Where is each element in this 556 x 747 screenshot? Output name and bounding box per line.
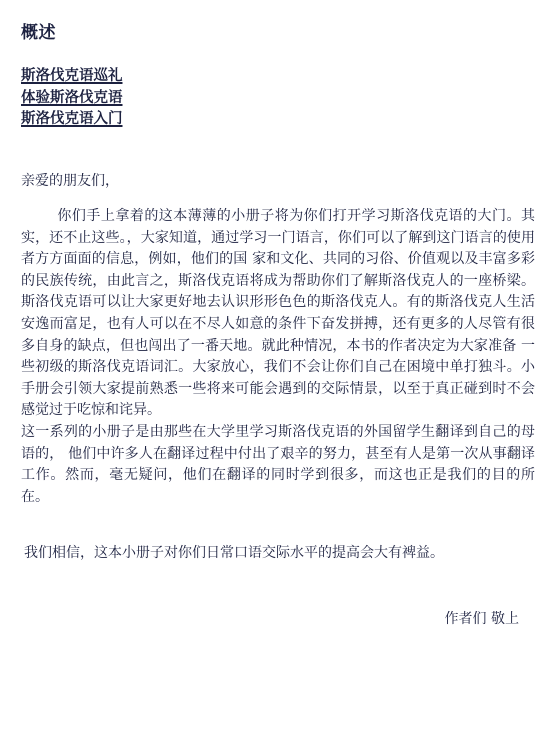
toc-link-experience[interactable]: 体验斯洛伐克语: [21, 89, 123, 106]
paragraph-2: 这一系列的小册子是由那些在大学里学习斯洛伐克语的外国留学生翻译到自己的母语的， 他们中许多人在翻译过程中付出了艰辛的努力，甚至有人是第一次从事翻译工作。然而，毫无疑问，他们在翻译的同时学到很多，而这也正是我们的目的所在。: [21, 423, 535, 505]
toc-link-intro[interactable]: 斯洛伐克语入门: [21, 111, 123, 127]
letter-body: [21, 206, 535, 508]
page-title: 概述: [21, 23, 56, 43]
toc-link-tour[interactable]: 斯洛伐克语巡礼: [21, 68, 123, 84]
signature: 作者们 敬上: [444, 611, 519, 627]
table-of-contents: [21, 64, 123, 129]
paragraph-1: 你们手上拿着的这本薄薄的小册子将为你们打开学习斯洛伐克语的大门。其实，还不止这些。，大家知道，通过学习一门语言，你们可以了解到这门语言的使用者方方面面的信息，例如，他们的国 家和文化、共同的习俗、价值观以及丰富多彩的民族传统，由此言之，斯洛伐克语将成为帮助你们了解斯洛伐克人的一座桥梁。斯洛伐克语可以让大家更好地去认识形形色色的斯洛伐克人。有的斯洛伐克人生活安逸而富足，也有人可以在不尽人如意的条件下奋发拼搏，还有更多的人尽管有很多自身的缺点，但也闯出了一番天地。就此种情况，本书的作者决定为大家准备 一些初级的斯洛伐克语词汇。大家放心，我们不会让你们自己在困境中单打独斗。小手册会引领大家提前熟悉一些将来可能会遇到的交际情景，以至于真正碰到时不会感觉过于吃惊和诧异。: [21, 208, 535, 419]
toc-item: [21, 64, 123, 86]
closing-line: 我们相信，这本小册子对你们日常口语交际水平的提高会大有裨益。: [24, 545, 444, 561]
greeting: 亲爱的朋友们，: [21, 173, 119, 189]
toc-item: [21, 86, 123, 108]
toc-item: [21, 107, 123, 129]
